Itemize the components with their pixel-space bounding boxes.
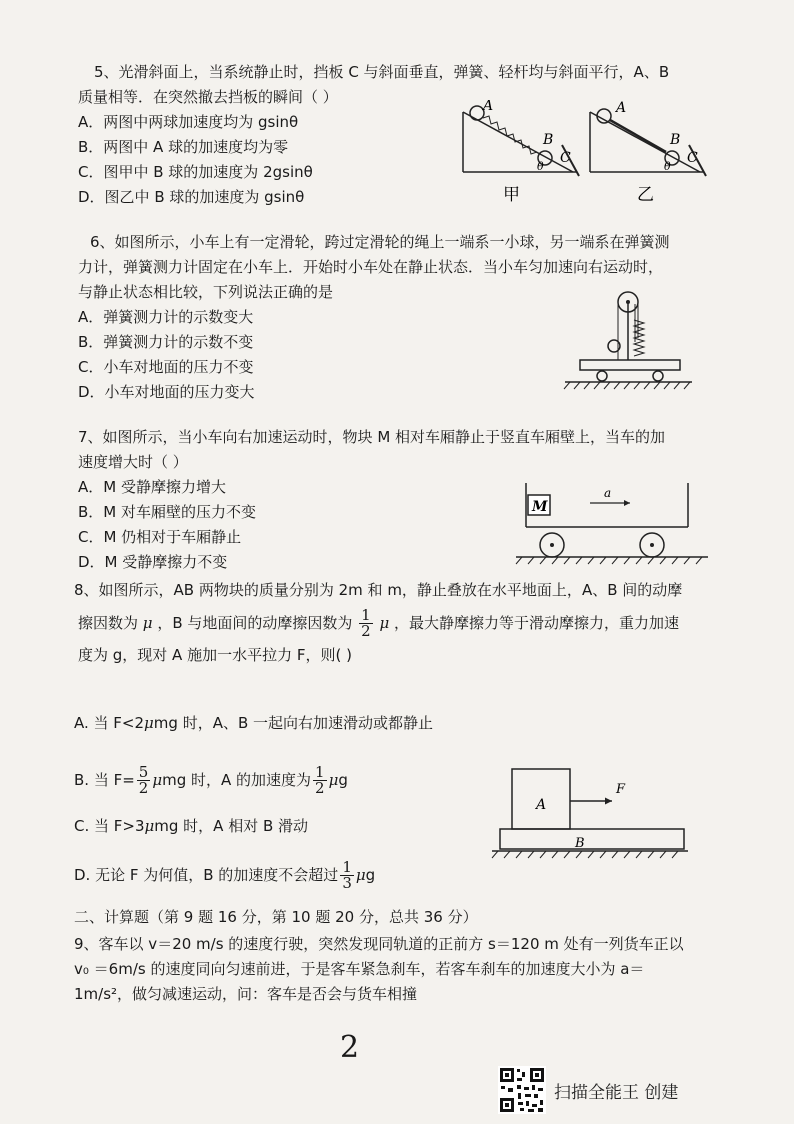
q8-opt-b-den: 2 <box>138 779 149 797</box>
q7-accel-label: a <box>604 486 612 500</box>
q8-opt-d-fraction <box>340 860 354 891</box>
q5-yi-caption: 乙 <box>637 185 654 205</box>
q8-stem-line2 <box>78 603 748 643</box>
q5-figure-yi <box>582 100 712 210</box>
q8-mu-symbol: μ <box>142 614 153 632</box>
q8-block-a-label: A <box>536 797 547 813</box>
q8-half-den: 2 <box>361 622 371 640</box>
q7-stem-line1: 7、如图所示，当小车向右加速运动时，物块 M 相对车厢静止于竖直车厢壁上，当车的加 <box>78 428 666 446</box>
q8-opt-b-mu: μ <box>152 771 163 789</box>
q8-opt-b-part3: g <box>338 771 348 789</box>
q8-opt-b-num2: 1 <box>315 763 325 781</box>
q9-line3: 1m/s²，做匀减速运动，问：客车是否会与货车相撞 <box>74 985 418 1003</box>
q5-option-d: D．图乙中 B 球的加速度为 gsinθ <box>78 188 305 206</box>
q7-figure <box>512 475 712 575</box>
q6-option-b: B．弹簧测力计的示数不变 <box>78 333 254 351</box>
q6-option-a: A．弹簧测力计的示数变大 <box>78 308 254 326</box>
q8-block-b-label: B <box>575 836 585 851</box>
q8-stem2-part1: 擦因数为 <box>78 614 139 632</box>
q9-line2: v₀ ＝6m/s 的速度同向匀速前进，于是客车紧急刹车，若客车刹车的加速度大小为 a＝ <box>74 960 645 978</box>
q8-opt-b-num: 5 <box>138 763 149 781</box>
q8-opt-b-part1: B. 当 F= <box>74 771 135 789</box>
q5-stem-line2: 质量相等．在突然撤去挡板的瞬间（ ） <box>78 88 338 106</box>
q8-opt-b-part2: mg 时，A 的加速度为 <box>162 771 312 789</box>
q6-option-d: D．小车对地面的压力变大 <box>78 383 255 401</box>
q7-option-c: C．M 仍相对于车厢静止 <box>78 528 242 546</box>
q6-stem-line2: 力计，弹簧测力计固定在小车上．开始时小车处在静止状态．当小车匀加速向右运动时， <box>78 258 664 276</box>
q8-opt-b-fraction <box>137 765 151 796</box>
q8-opt-d-num: 1 <box>342 858 352 876</box>
q8-opt-c-mu: μ <box>144 817 155 835</box>
q5-yi-label-c: C <box>687 150 698 166</box>
q5-jia-label-b: B <box>543 132 554 148</box>
q5-yi-label-b: B <box>670 132 681 148</box>
q8-opt-c-part2: mg 时，A 相对 B 滑动 <box>154 817 309 835</box>
q7-option-b: B．M 对车厢壁的压力不变 <box>78 503 257 521</box>
page-number: 2 <box>340 1030 360 1065</box>
q6-option-c: C．小车对地面的压力不变 <box>78 358 254 376</box>
q8-half-num: 1 <box>361 606 371 624</box>
q8-option-b <box>74 760 348 800</box>
q8-figure <box>490 765 690 865</box>
q8-stem2-part2: ，B 与地面间的动摩擦因数为 <box>157 614 353 632</box>
scanner-brand-text: 扫描全能王 创建 <box>554 1082 679 1103</box>
q5-option-c: C．图甲中 B 球的加速度为 2gsinθ <box>78 163 313 181</box>
q9-line1: 9、客车以 v＝20 m/s 的速度行驶，突然发现同轨道的正前方 s＝120 m 处有一列货车正以 <box>74 935 684 953</box>
q8-opt-d-part2: g <box>365 866 376 884</box>
qr-code-icon <box>498 1066 546 1114</box>
q8-opt-d-mu: μ <box>355 866 366 884</box>
q5-figure-jia <box>455 100 585 210</box>
question-9 <box>74 932 734 1007</box>
q6-stem-line1: 6、如图所示，小车上有一定滑轮，跨过定滑轮的绳上一端系一小球，另一端系在弹簧测 <box>90 233 670 251</box>
q5-option-a: A．两图中两球加速度均为 gsinθ <box>78 113 299 131</box>
q8-stem2-part3: ，最大静摩擦力等于滑动摩擦力，重力加速 <box>394 614 680 632</box>
q8-stem-line1: 8、如图所示，AB 两物块的质量分别为 2m 和 m，静止叠放在水平地面上，A、B 间的动摩 <box>74 581 683 599</box>
section-2-heading: 二、计算题（第 9 题 16 分，第 10 题 20 分，总共 36 分） <box>74 908 478 926</box>
q8-opt-a-part1: A. 当 F< <box>74 714 135 732</box>
q5-yi-label-a: A <box>616 100 627 116</box>
q8-opt-b-den2: 2 <box>315 779 325 797</box>
q8-mu-symbol-2: μ <box>379 614 390 632</box>
q6-stem-line3: 与静止状态相比较，下列说法正确的是 <box>78 283 334 301</box>
q5-jia-label-theta: θ <box>537 160 544 173</box>
q7-stem-line2: 速度增大时（ ） <box>78 453 188 471</box>
q7-block-label: M <box>532 499 548 515</box>
q6-figure <box>560 282 700 397</box>
q8-opt-a-part2: mg 时，A、B 一起向右加速滑动或都静止 <box>153 714 434 732</box>
q8-option-a <box>74 712 433 735</box>
q8-option-c <box>74 815 308 838</box>
q5-jia-label-c: C <box>560 150 571 166</box>
question-8 <box>74 578 748 668</box>
q7-option-d: D．M 受静摩擦力不变 <box>78 553 228 571</box>
scanner-footer <box>498 1066 678 1114</box>
q8-option-d <box>74 855 375 895</box>
q7-option-a: A．M 受静摩擦力增大 <box>78 478 226 496</box>
q8-force-label: F <box>616 782 626 797</box>
q8-opt-c-part1: C. 当 F> <box>74 817 135 835</box>
q5-jia-caption: 甲 <box>503 185 520 205</box>
q8-stem-line3: 度为 g，现对 A 施加一水平拉力 F，则( ) <box>78 646 352 664</box>
q8-opt-d-den: 3 <box>342 874 352 892</box>
q8-half-fraction <box>359 608 373 639</box>
q8-opt-a-mu: μ <box>144 714 154 732</box>
q5-yi-label-theta: θ <box>664 160 671 173</box>
q5-jia-label-a: A <box>483 100 494 114</box>
q8-opt-b-mu2: μ <box>328 771 339 789</box>
q5-option-b: B．两图中 A 球的加速度均为零 <box>78 138 289 156</box>
q8-opt-d-part1: D. 无论 F 为何值，B 的加速度不会超过 <box>74 866 339 884</box>
q8-opt-b-fraction-2 <box>313 765 327 796</box>
q8-opt-c-coef: 3 <box>134 817 145 835</box>
q8-opt-a-coef: 2 <box>134 714 145 732</box>
q5-stem-line1: 5、光滑斜面上，当系统静止时，挡板 C 与斜面垂直，弹簧、轻杆均与斜面平行，A、B <box>94 63 670 81</box>
